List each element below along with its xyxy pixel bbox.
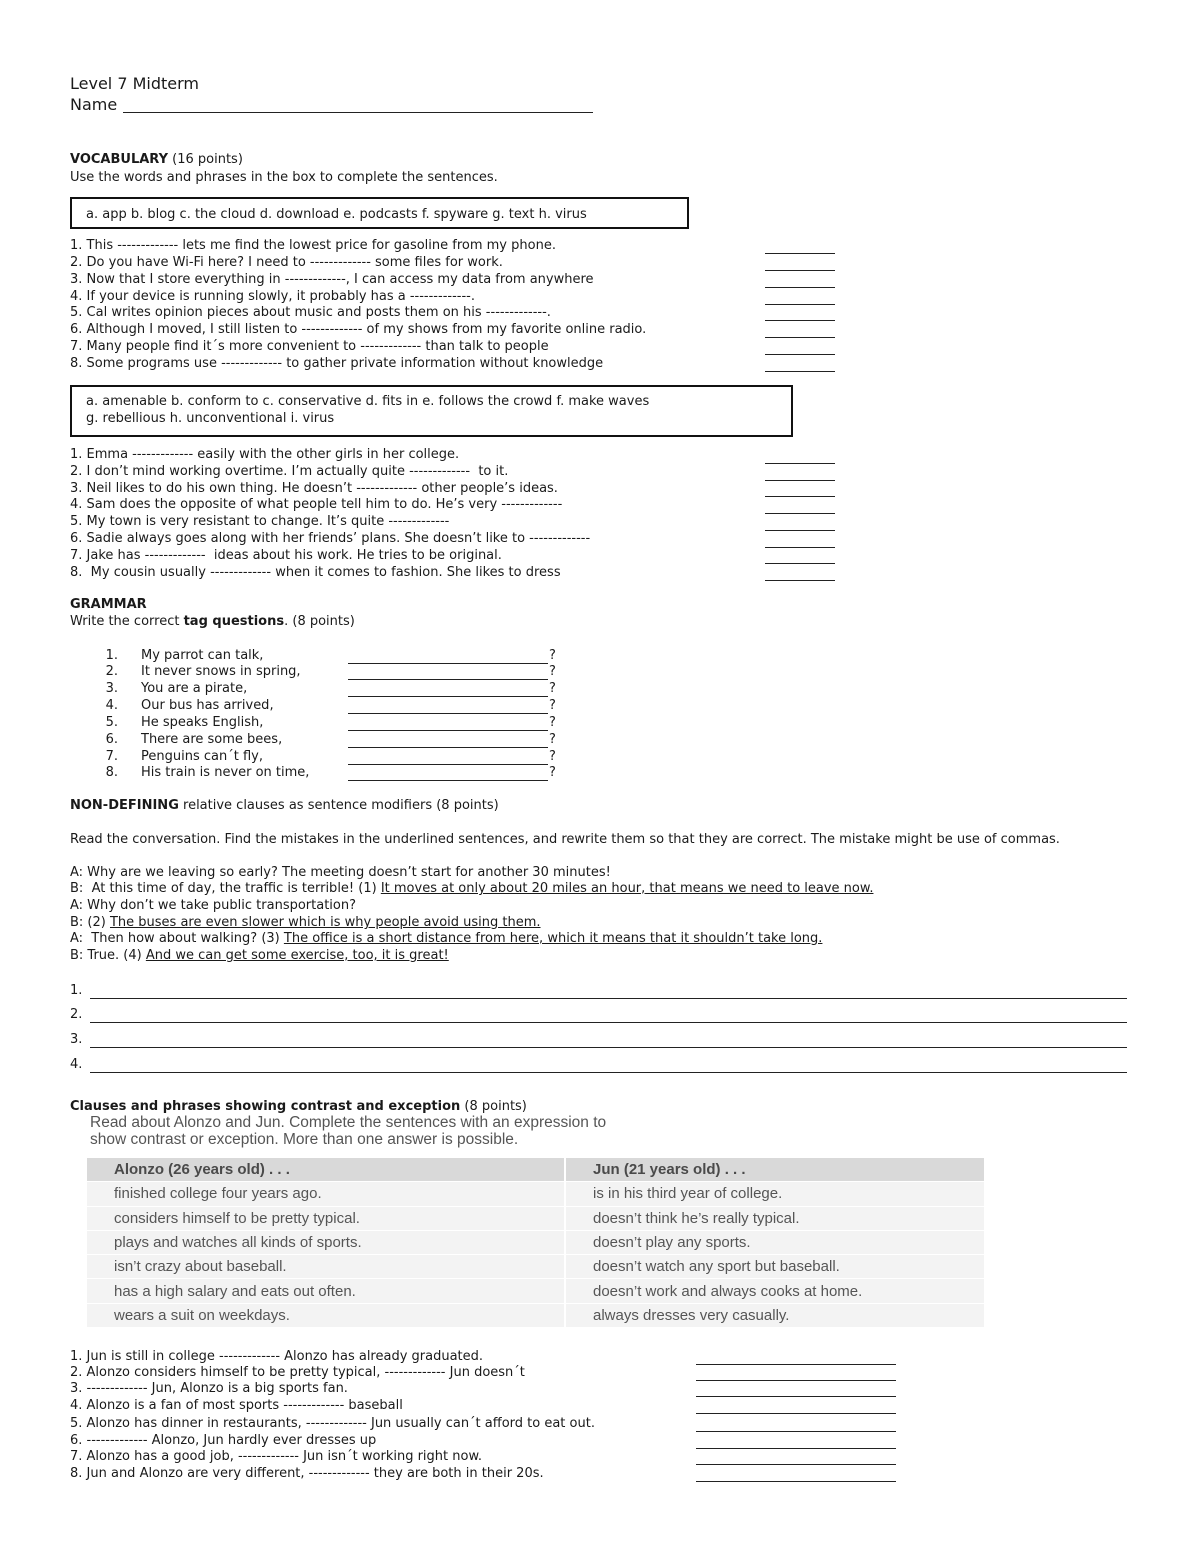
item-number: 7. [105, 749, 118, 764]
column-header: Jun (21 years old) . . . [565, 1158, 984, 1182]
question-mark: ? [549, 732, 556, 747]
table-cell: doesn’t work and always cooks at home. [565, 1279, 984, 1303]
table-cell: has a high salary and eats out often. [87, 1279, 565, 1303]
answer-blank[interactable] [696, 1350, 896, 1365]
answer-number: 2. [70, 1007, 83, 1022]
vocab-item: 1. This ------------- lets me find the lowest price for gasoline from my phone. [70, 238, 556, 253]
vocab-item: 2. Do you have Wi-Fi here? I need to ------------- some files for work. [70, 255, 503, 270]
question-mark: ? [549, 698, 556, 713]
item-number: 4. [105, 698, 118, 713]
vocab-instructions: Use the words and phrases in the box to complete the sentences. [70, 170, 498, 185]
conversation-line: B: At this time of day, the traffic is terrible! (1) It moves at only about 20 miles an hour, that means we need to leave now. [70, 881, 874, 896]
name-label: Name [70, 95, 118, 114]
vocab-item: 8. Some programs use ------------- to gather private information without knowledge [70, 356, 604, 371]
nondefining-instructions: Read the conversation. Find the mistakes in the underlined sentences, and rewrite them so that they are correct. The mistake might be use of commas. [70, 832, 1060, 847]
question-mark: ? [549, 749, 556, 764]
table-row [87, 1206, 984, 1230]
item-number: 6. [105, 732, 118, 747]
tag-question-text: My parrot can talk, [141, 648, 264, 663]
vocab-item: 7. Many people find it´s more convenient to ------------- than talk to people [70, 339, 549, 354]
vocab-heading: VOCABULARY (16 points) [70, 152, 243, 167]
table-cell: always dresses very casually. [565, 1303, 984, 1327]
answer-blank[interactable] [696, 1450, 896, 1465]
item-number: 8. [105, 765, 118, 780]
table-cell: finished college four years ago. [87, 1182, 565, 1206]
answer-blank[interactable] [765, 239, 835, 254]
vocab-item: 1. Emma ------------- easily with the other girls in her college. [70, 447, 460, 462]
vocab-item: 2. I don’t mind working overtime. I’m actually quite ------------- to it. [70, 464, 509, 479]
rewrite-line[interactable] [90, 1033, 1127, 1048]
contrast-heading: Clauses and phrases showing contrast and exception (8 points) [70, 1099, 527, 1114]
answer-blank[interactable] [696, 1467, 896, 1482]
tag-question-text: There are some bees, [141, 732, 283, 747]
table-cell: plays and watches all kinds of sports. [87, 1230, 565, 1254]
exam-title: Level 7 Midterm [70, 74, 199, 93]
question-mark: ? [549, 664, 556, 679]
table-cell: is in his third year of college. [565, 1182, 984, 1206]
conversation-line: A: Why are we leaving so early? The meeting doesn’t start for another 30 minutes! [70, 865, 611, 880]
table-row [87, 1230, 984, 1254]
contrast-item: 2. Alonzo considers himself to be pretty typical, ------------- Jun doesn´t [70, 1365, 525, 1380]
vocab-item: 5. Cal writes opinion pieces about music and posts them on his -------------. [70, 305, 551, 320]
table-row [87, 1279, 984, 1303]
tag-question-blank[interactable] [348, 682, 548, 697]
question-mark: ? [549, 648, 556, 663]
answer-blank[interactable] [765, 566, 835, 581]
question-mark: ? [549, 715, 556, 730]
table-row [87, 1182, 984, 1206]
answer-blank[interactable] [765, 357, 835, 372]
table-cell: considers himself to be pretty typical. [87, 1206, 565, 1230]
vocab-item: 4. Sam does the opposite of what people tell him to do. He’s very ------------- [70, 497, 563, 512]
word-box-2-line-1: a. amenable b. conform to c. conservative d. fits in e. follows the crowd f. make waves [86, 394, 650, 409]
table-row [87, 1255, 984, 1279]
name-field[interactable] [123, 98, 593, 113]
contrast-item: 7. Alonzo has a good job, ------------- Jun isn´t working right now. [70, 1449, 483, 1464]
answer-blank[interactable] [765, 549, 835, 564]
vocab-item: 3. Neil likes to do his own thing. He doesn’t ------------- other people’s ideas. [70, 481, 558, 496]
answer-blank[interactable] [696, 1399, 896, 1414]
comparison-table [87, 1158, 984, 1327]
column-header: Alonzo (26 years old) . . . [87, 1158, 565, 1182]
conversation-line: B: True. (4) And we can get some exercise, too, it is great! [70, 948, 449, 963]
table-row [87, 1303, 984, 1327]
vocab-item: 8. My cousin usually ------------- when it comes to fashion. She likes to dress [70, 565, 561, 580]
tag-question-text: His train is never on time, [141, 765, 310, 780]
nondefining-heading: NON-DEFINING relative clauses as sentence modifiers (8 points) [70, 798, 499, 813]
answer-blank[interactable] [696, 1434, 896, 1449]
table-cell: doesn’t think he’s really typical. [565, 1206, 984, 1230]
contrast-item: 8. Jun and Alonzo are very different, ------------- they are both in their 20s. [70, 1466, 544, 1481]
answer-blank[interactable] [765, 323, 835, 338]
answer-number: 1. [70, 983, 83, 998]
answer-blank[interactable] [765, 516, 835, 531]
rewrite-line[interactable] [90, 1058, 1127, 1073]
tag-question-blank[interactable] [348, 699, 548, 714]
vocab-item: 5. My town is very resistant to change. It’s quite ------------- [70, 514, 450, 529]
item-number: 2. [105, 664, 118, 679]
tag-question-blank[interactable] [348, 649, 548, 664]
tag-question-text: You are a pirate, [141, 681, 248, 696]
vocab-item: 7. Jake has ------------- ideas about his work. He tries to be original. [70, 548, 502, 563]
item-number: 5. [105, 715, 118, 730]
tag-question-blank[interactable] [348, 750, 548, 765]
tag-question-text: It never snows in spring, [141, 664, 301, 679]
conversation-line: A: Then how about walking? (3) The office is a short distance from here, which it means that it shouldn’t take long. [70, 931, 823, 946]
tag-question-blank[interactable] [348, 733, 548, 748]
table-cell: wears a suit on weekdays. [87, 1303, 565, 1327]
answer-blank[interactable] [696, 1366, 896, 1381]
answer-blank[interactable] [765, 306, 835, 321]
contrast-item: 1. Jun is still in college ------------- Alonzo has already graduated. [70, 1349, 484, 1364]
contrast-instructions-2: show contrast or exception. More than one answer is possible. [90, 1131, 519, 1148]
rewrite-line[interactable] [90, 1008, 1127, 1023]
question-mark: ? [549, 765, 556, 780]
item-number: 1. [105, 648, 118, 663]
answer-blank[interactable] [696, 1417, 896, 1432]
answer-blank[interactable] [765, 340, 835, 355]
table-cell: isn’t crazy about baseball. [87, 1255, 565, 1279]
contrast-item: 6. ------------- Alonzo, Jun hardly ever dresses up [70, 1433, 377, 1448]
tag-question-blank[interactable] [348, 665, 548, 680]
answer-blank[interactable] [765, 290, 835, 305]
conversation-line: B: (2) The buses are even slower which is why people avoid using them. [70, 915, 541, 930]
vocab-item: 6. Sadie always goes along with her friends’ plans. She doesn’t like to ------------- [70, 531, 591, 546]
answer-blank[interactable] [765, 482, 835, 497]
vocab-item: 3. Now that I store everything in -------------, I can access my data from anywhere [70, 272, 594, 287]
answer-blank[interactable] [765, 533, 835, 548]
grammar-heading: GRAMMAR [70, 597, 147, 612]
answer-blank[interactable] [765, 449, 835, 464]
contrast-item: 5. Alonzo has dinner in restaurants, ------------- Jun usually can´t afford to eat out. [70, 1416, 595, 1431]
item-number: 3. [105, 681, 118, 696]
answer-blank[interactable] [765, 273, 835, 288]
answer-blank[interactable] [765, 499, 835, 514]
answer-number: 4. [70, 1057, 83, 1072]
tag-question-blank[interactable] [348, 766, 548, 781]
word-box-2-line-2: g. rebellious h. unconventional i. virus [86, 411, 335, 426]
conversation-line: A: Why don’t we take public transportation? [70, 898, 357, 913]
contrast-instructions-1: Read about Alonzo and Jun. Complete the sentences with an expression to [90, 1114, 607, 1131]
answer-blank[interactable] [765, 256, 835, 271]
grammar-instructions: Write the correct tag questions. (8 points) [70, 614, 355, 629]
word-box-1-text: a. app b. blog c. the cloud d. download e. podcasts f. spyware g. text h. virus [86, 207, 587, 222]
answer-number: 3. [70, 1032, 83, 1047]
vocab-item: 6. Although I moved, I still listen to ------------- of my shows from my favorite online radio. [70, 322, 647, 337]
tag-question-blank[interactable] [348, 716, 548, 731]
answer-blank[interactable] [696, 1382, 896, 1397]
tag-question-text: Our bus has arrived, [141, 698, 274, 713]
rewrite-line[interactable] [90, 984, 1127, 999]
answer-blank[interactable] [765, 466, 835, 481]
tag-question-text: Penguins can´t fly, [141, 749, 263, 764]
contrast-item: 4. Alonzo is a fan of most sports ------------- baseball [70, 1398, 403, 1413]
table-header-row [87, 1158, 984, 1182]
vocab-item: 4. If your device is running slowly, it probably has a -------------. [70, 289, 475, 304]
question-mark: ? [549, 681, 556, 696]
table-cell: doesn’t play any sports. [565, 1230, 984, 1254]
tag-question-text: He speaks English, [141, 715, 264, 730]
table-cell: doesn’t watch any sport but baseball. [565, 1255, 984, 1279]
contrast-item: 3. ------------- Jun, Alonzo is a big sports fan. [70, 1381, 348, 1396]
